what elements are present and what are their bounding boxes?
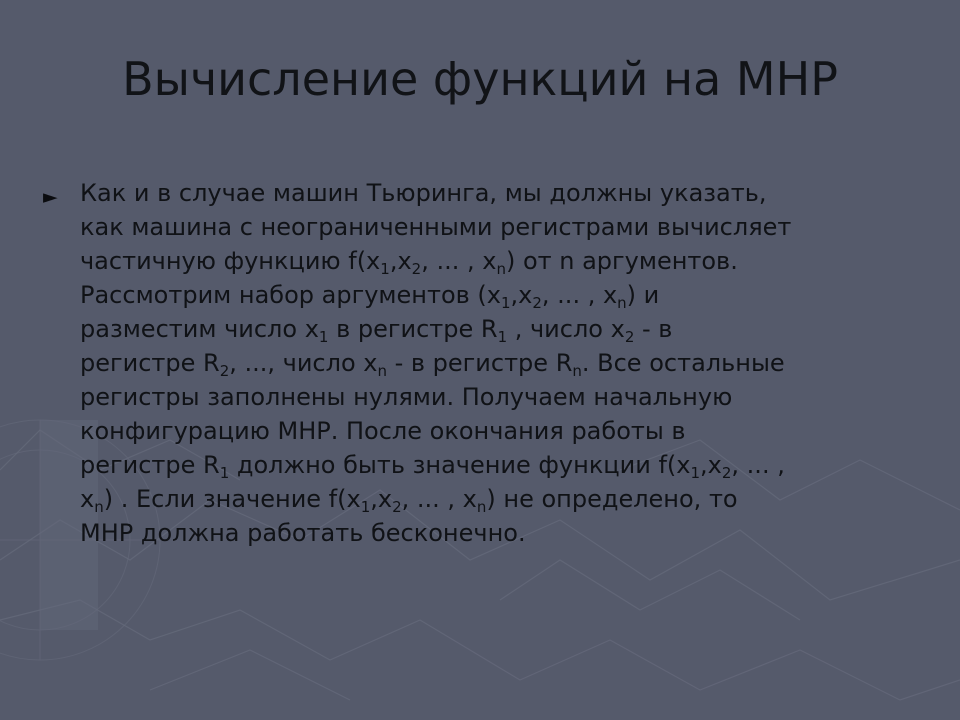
subscript: n: [476, 498, 487, 516]
subscript: 2: [532, 294, 542, 312]
body-line: [80, 278, 940, 312]
body-line: [80, 482, 940, 516]
bullet-paragraph: [80, 176, 940, 550]
text-segment: - в регистре R: [386, 349, 573, 377]
text-segment: разместим число x: [80, 315, 319, 343]
body-line: [80, 448, 940, 482]
text-segment: Рассмотрим набор аргументов (x: [80, 281, 501, 309]
text-segment: , ... , x: [401, 485, 477, 513]
subscript: 2: [219, 362, 230, 380]
text-segment: , ..., число x: [229, 349, 378, 377]
subscript: n: [572, 362, 582, 380]
subscript: 2: [411, 260, 422, 278]
subscript: n: [496, 260, 506, 278]
slide-title: Вычисление функций на МНР: [122, 52, 838, 106]
body-line: [80, 176, 940, 210]
text-segment: x: [80, 485, 95, 513]
text-segment: ) . Если значение f(x: [103, 485, 361, 513]
text-segment: ,x: [510, 281, 533, 309]
text-segment: ) от n аргументов.: [505, 247, 738, 275]
text-segment: как машина с неограниченными регистрами вычисляет: [80, 213, 792, 241]
text-segment: ,x: [389, 247, 412, 275]
text-segment: ) и: [626, 281, 660, 309]
text-segment: ,x: [370, 485, 393, 513]
subscript: 2: [721, 464, 732, 482]
subscript: 1: [219, 464, 230, 482]
body-line: [80, 414, 940, 448]
bullet-marker-icon: ►: [43, 186, 58, 208]
subscript: 1: [380, 260, 390, 278]
subscript: 2: [624, 328, 635, 346]
subscript: 1: [690, 464, 701, 482]
body-line: [80, 210, 940, 244]
text-segment: регистры заполнены нулями. Получаем начальную: [80, 383, 733, 411]
body-line: [80, 312, 940, 346]
text-segment: ) не определено, то: [486, 485, 738, 513]
body-line: [80, 516, 940, 550]
text-segment: регистре R: [80, 349, 220, 377]
subscript: n: [94, 498, 104, 516]
subscript: 2: [392, 498, 402, 516]
text-segment: конфигурацию МНР. После окончания работы в: [80, 417, 686, 445]
subscript: 1: [360, 498, 371, 516]
text-segment: в регистре R: [328, 315, 498, 343]
body-line: [80, 346, 940, 380]
text-segment: частичную функцию f(x: [80, 247, 381, 275]
text-segment: Как и в случае машин Тьюринга, мы должны указать,: [80, 179, 767, 207]
body-line: [80, 244, 940, 278]
text-segment: , ... , x: [421, 247, 497, 275]
subscript: 1: [500, 294, 511, 312]
subscript: n: [377, 362, 387, 380]
subscript: 1: [318, 328, 329, 346]
text-segment: , ... ,: [731, 451, 785, 479]
text-segment: - в: [634, 315, 673, 343]
text-segment: . Все остальные: [581, 349, 785, 377]
text-segment: регистре R: [80, 451, 220, 479]
text-segment: должно быть значение функции f(x: [229, 451, 691, 479]
text-segment: , ... , x: [541, 281, 618, 309]
text-segment: ,x: [700, 451, 722, 479]
text-segment: МНР должна работать бесконечно.: [80, 519, 526, 547]
subscript: n: [617, 294, 627, 312]
body-line: [80, 380, 940, 414]
subscript: 1: [497, 328, 508, 346]
text-segment: , число x: [507, 315, 625, 343]
